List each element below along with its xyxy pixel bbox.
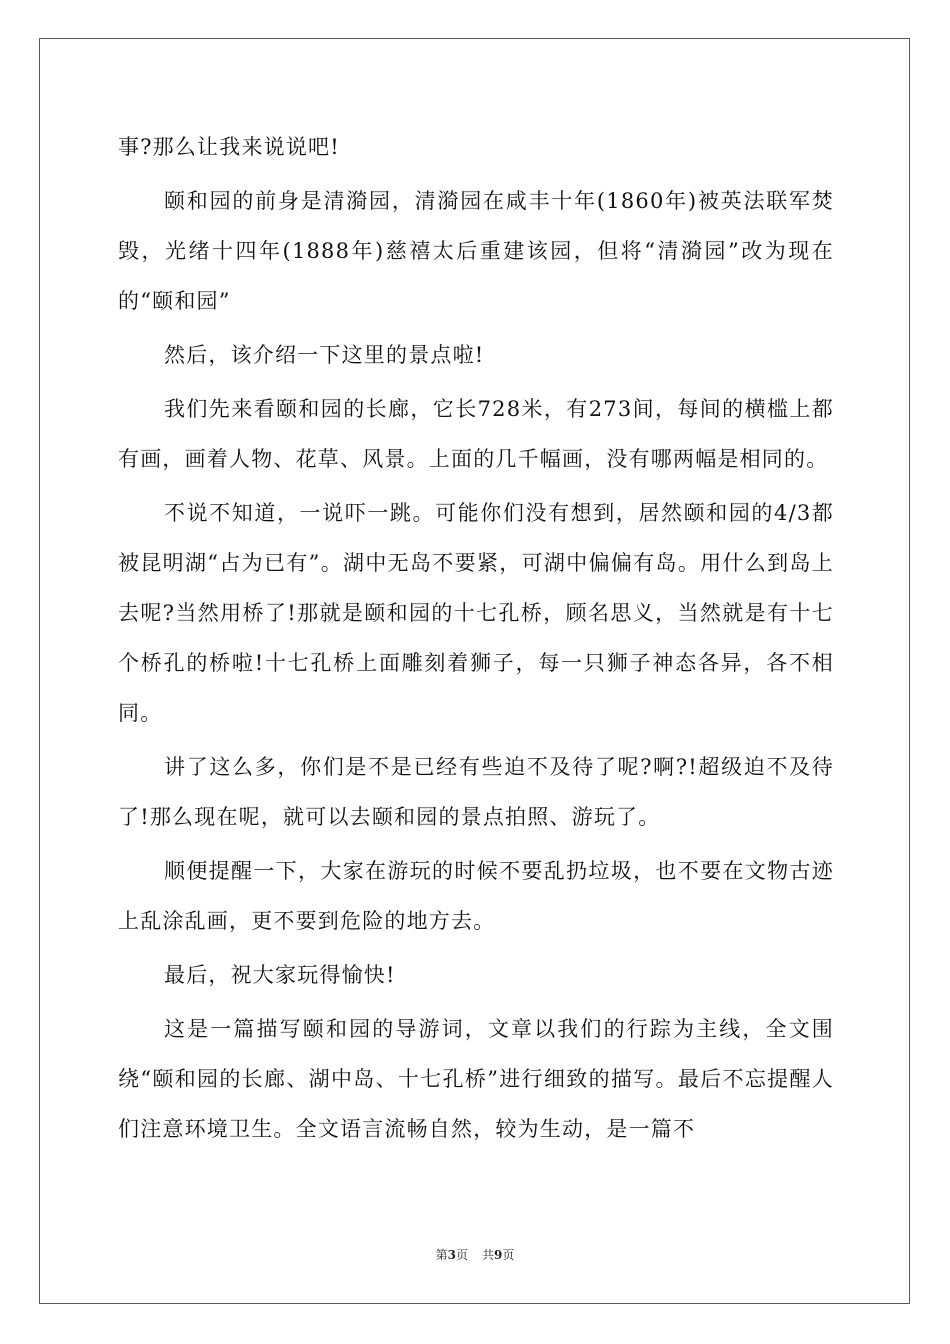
total-pages-number: 9 <box>494 1248 503 1262</box>
paragraph-7: 顺便提醒一下，大家在游玩的时候不要乱扔垃圾，也不要在文物古迹上乱涂乱画，更不要到危险的地方去。 <box>118 859 834 933</box>
footer-total-suffix: 页 <box>502 1248 515 1262</box>
paragraph-8: 最后，祝大家玩得愉快! <box>164 963 396 987</box>
footer-page-suffix: 页 <box>455 1248 468 1262</box>
paragraph-2: 颐和园的前身是清漪园，清漪园在咸丰十年(1860年)被英法联军焚毁，光绪十四年(1888年)慈禧太后重建该园，但将“清漪园”改为现在的“颐和园” <box>118 189 834 313</box>
document-body <box>118 122 834 1154</box>
paragraph-5: 不说不知道，一说吓一跳。可能你们没有想到，居然颐和园的4/3都被昆明湖“占为已有”。湖中无岛不要紧，可湖中偏偏有岛。用什么到岛上去呢?当然用桥了!那就是颐和园的十七孔桥，顾名思义，当然就是有十七个桥孔的桥啦!十七孔桥上面雕刻着狮子，每一只狮子神态各异，各不相同。 <box>118 501 834 725</box>
current-page-number: 3 <box>447 1248 456 1262</box>
paragraph-3: 然后，该介绍一下这里的景点啦! <box>164 343 485 367</box>
footer-prefix: 第 <box>435 1248 448 1262</box>
paragraph-9: 这是一篇描写颐和园的导游词，文章以我们的行踪为主线，全文围绕“颐和园的长廊、湖中岛、十七孔桥”进行细致的描写。最后不忘提醒人们注意环境卫生。全文语言流畅自然，较为生动，是一篇不 <box>118 1017 834 1141</box>
page-footer <box>0 1246 950 1263</box>
footer-total-prefix: 共 <box>482 1248 495 1262</box>
paragraph-4: 我们先来看颐和园的长廊，它长728米，有273间，每间的横槛上都有画，画着人物、花草、风景。上面的几千幅画，没有哪两幅是相同的。 <box>118 397 834 471</box>
paragraph-6: 讲了这么多，你们是不是已经有些迫不及待了呢?啊?!超级迫不及待了!那么现在呢，就可以去颐和园的景点拍照、游玩了。 <box>118 755 834 829</box>
paragraph-1: 事?那么让我来说说吧! <box>118 135 340 159</box>
